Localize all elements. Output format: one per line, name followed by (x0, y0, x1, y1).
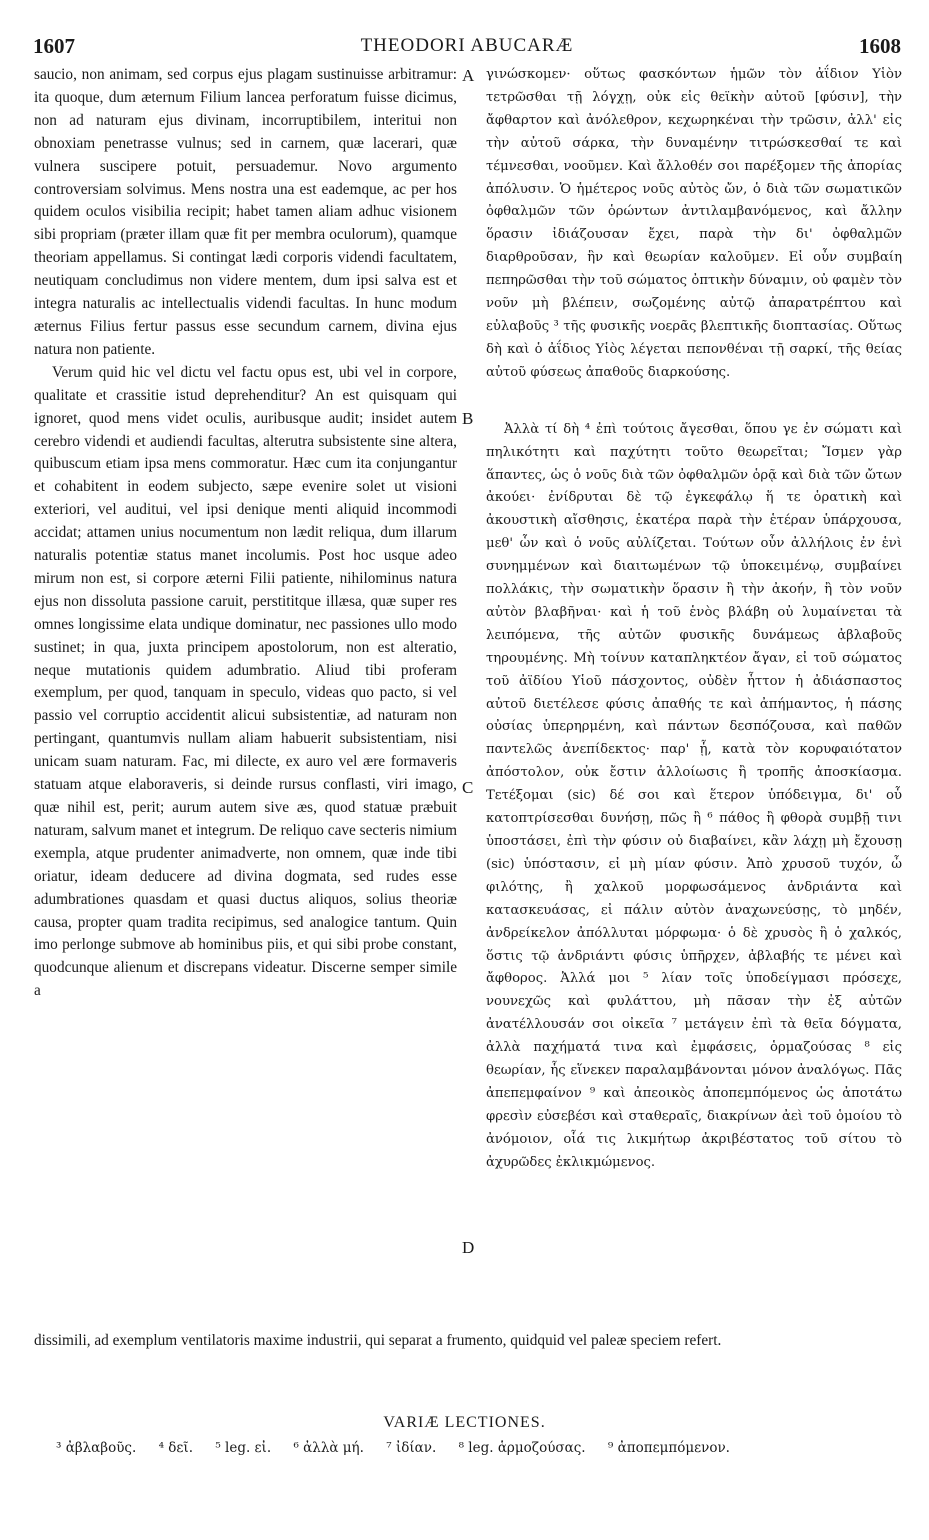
running-title: THEODORI ABUCARÆ (360, 35, 574, 56)
greek-paragraph-2: Ἀλλὰ τί δὴ ⁴ ἐπὶ τούτοις ἄγεσθαι, ὅπου γε ἐν σώματι καὶ πηλικότητι καὶ παχύτητι τοῦτο θεωρεῖται; Ἴσμεν γὰρ ἅπαντες, ὡς ὁ νοῦς διὰ τῶν ὀφθαλμῶν ὁρᾷ καὶ διὰ τῶν ὤτων ἀκούει· ἐνίδρυται δὲ τῷ ἐγκεφάλῳ ἥ τε ὁρατικὴ καὶ ἀκουστικὴ αἴσθησις, ἑκατέρα παρὰ τὴν ἑτέραν ὑπάρχουσα, μεθ' ὧν καὶ ὁ νοῦς αὐλίζεται. Τούτων οὖν ἀλλήλοις ἐν ἑνὶ συνημμένων καὶ διαιτωμένων τῷ ὑποκειμένῳ, συμβαίνει πολλάκις, τὴν σωματικὴν ὅρασιν ἢ τὴν ἀκοήν, ἢ τὸν νοῦν αὐτὸν βλαβῆναι· καὶ ἡ τοῦ ἑνὸς βλάβη οὐ λυμαίνεται τὰ λειπόμενα, τῆς αὐτῶν φυσικῆς δυνάμεως ἀβλαβοῦς τηρουμένης. Μὴ τοίνυν καταπληκτέον ἄγαν, εἰ τοῦ σώματος τοῦ ἀϊδίου Υἱοῦ πάσχοντος, οὐδὲν ἧττον ἡ ἀδιάσπαστος αὐτοῦ διετέλεσε φύσις ἀπαθής τε καὶ ἀπήμαντος, ἡ πάσης οὐσίας ὑπερηρμένη, καὶ πάντων δεσπόζουσα, καὶ παθῶν παντελῶς ἀνεπίδεκτος· παρ' ᾗ, κατὰ τὸν κορυφαιότατον ἀπόστολον, οὐκ ἔστιν ἀλλοίωσις ἢ τροπῆς ἀποσκίασμα. Τετέξομαι (sic) δέ σοι καὶ ἕτερον ὑπόδειγμα, δι' οὗ κατοπτρίσεσθαι δυνήσῃ, πῶς ἢ ⁶ πάθος ἢ φθορὰ συμβῇ τινι ὑποστάσει, ἐπὶ τὴν φύσιν οὐ διαβαίνει, κἂν λάχῃ μὴ ἔχουσῃ (sic) ὑπόστασιν, εἰ μὴ μίαν φύσιν. Ἀπὸ χρυσοῦ τυχόν, ὦ φιλότης, ἢ χαλκοῦ μορφωσάμενος ἀνδριάντα καὶ κατασκευάσας, εἰ πάλιν αὐτὸν ἀναχωνεύσῃς, τὸ μηδέν, ἀνδρείκελον ἀπόλλυται μόρφωμα· ὁ δὲ χρυσὸς ἢ ὁ χαλκός, ὅστις τῷ ἀνδριάντι φύσις ὑπῆρχεν, ἀβλαβής τε μένει καὶ ἄφθορος. Ἀλλά μοι ⁵ λίαν τοῖς ὑποδείγμασι πρόσεχε, νουνεχῶς καὶ φυλάττου, μὴ πᾶσαν τὴν ἐξ αὐτῶν ἀνατέλλουσάν σοι οἰκεῖα ⁷ μετάγειν ἐπὶ τὰ θεῖα δόγματα, ἀλλὰ παχήματά τινα καὶ ἐμφάσεις, ὁρμαζούσας ⁸ εἰς θεωρίαν, ἧς εἵνεκεν παραλαμβάνονται μόνον ἀναλόγως. Πᾶς ἀπεπεμφαίνον ⁹ καὶ ἀπεοικὸς ἀποπεμπόμενος ὡς ἀποτάτω φρεσὶν εὐσεβέσι καὶ σταθεραῖς, διακρίνων ἀεὶ τοῦ ὁμοίου τὸ ἀνόμοιον, οἷά τις λικμήτωρ ἀκριβέστατος τοῦ σίτου τὸ ἀχυρῶδες ἐκλικμώμενος. (486, 421, 902, 1170)
variae-lectiones-title: VARIÆ LECTIONES. (383, 1414, 546, 1431)
variant-reading: ⁷ ἰδίαν. (386, 1440, 437, 1456)
variant-reading: ⁶ ἀλλὰ μή. (293, 1440, 364, 1456)
variant-reading: ³ ἀβλαβοῦς. (56, 1440, 137, 1456)
page-header (33, 34, 901, 60)
page-number-right: 1608 (859, 34, 901, 58)
latin-column (34, 64, 457, 1003)
greek-paragraph-1: γινώσκομεν· οὕτως φασκόντων ἡμῶν τὸν ἀΐδιον Υἱὸν τετρῶσθαι τῇ λόγχῃ, οὐκ εἰς θεϊκὴν αὐτοῦ [φύσιν], τὴν ἄφθαρτον καὶ ἀνόλεθρον, κεχωρηκέναι τὴν τρῶσιν, ἀλλ' εἰς τὴν αὐτοῦ σάρκα, τὴν δυναμένην τιτρώσκεσθαί τε καὶ τέμνεσθαι, νοοῦμεν. Καὶ ἄλλοθέν σοι παρέξομεν τῆς ἀπορίας ἀπόλυσιν. Ὁ ἡμέτερος νοῦς αὐτὸς ὤν, ὁ διὰ τῶν σωματικῶν ὀφθαλμῶν τῶν ὁρώντων ἀντιλαμβανόμενος, καὶ ἄλλην ὅρασιν ἰδιάζουσαν ἔχει, παρὰ τὴν δι' ὀφθαλμῶν διαρθροῦσαν, ἣν καὶ θεωρίαν καλοῦμεν. Εἰ οὖν συμβαίη πεπηρῶσθαι τὴν τοῦ σώματος ὀπτικὴν δύναμιν, οὐ φαμὲν τὸν νοῦν μὴ βλέπειν, σωζομένης αὐτῷ ἀπαρατρέπτου καὶ εὐλαβοῦς ³ τῆς φυσικῆς νοερᾶς βλεπτικῆς διοπτασίας. Οὕτως δὴ καὶ ὁ ἀΐδιος Υἱὸς λέγεται πεπονθέναι τῇ σαρκί, τῆς θείας αὐτοῦ φύσεως ἀπαθοῦς διαρκούσης. (486, 67, 902, 380)
margin-letter-c: C (462, 778, 474, 797)
latin-paragraph-2: Verum quid hic vel dictu vel factu opus est, ubi vel in corpore, qualitate et crassitie istud deprehenditur? An est quisquam qui ignoret, quod mens videt oculis, auribusque audit; insidet autem cerebro videndi et audiendi facultas, alterutra subsistente sine altera, quibuscum etiam ipsa mens commoratur. Hæc cum ita conjungantur et cohabitent in eodem subjecto, sæpe evenire solet ut visioni exteriori, vel auditui, vel ipsi denique menti aliquid incommodi accidat; attamen unius nocumentum non lædit reliqua, dum illarum naturalis potentiæ status manet incolumis. Post hoc usque adeo mirum non est, si corpore æterni Filii patiente, nihilominus natura ejus non dissoluta passione caruit, perstititque illæsa, quæ super res omnes longissime elata undique dominatur, nec passiones ullo modo sustinet; in qua, juxta principem apostolorum, non est alteratio, neque mutationis quidem adumbratio. Aliud tibi proferam exemplum, per quod, tanquam in speculo, videas quo pacto, si vel passio vel corruptio accidentit alicui subsistentiæ, ad naturam non pertingant, quantumvis nullam aliam habuerit subsistentiam, nisi unicam suam naturam. Fac, mi dilecte, ex auro vel ære formaveris statuam atque elaboraveris, si deinde rursus conflasti, viri imago, quæ nihil est, perit; aurum autem sive æs, quod statuæ præbuit naturam, salvum manet et integrum. De reliquo cave secteris nimium exempla, atque prudenter animadverte, non omnem, quæ inde tibi oriatur, ideam deducere ad divina dogmata, sed rudes esse adumbrationes quasdam et quasi ductus aliquos, solius theoriæ causa, propter quam tradita recipimus, sed analogice tantum. Quin imo perlonge submove ab hominibus piis, et qui sibi probe constant, quodcunque alienum et discrepans videatur. Discerne semper simile a (34, 363, 457, 1000)
variant-reading: ⁹ ἀποπεμπόμενον. (607, 1440, 730, 1456)
greek-paragraph-gap (486, 385, 902, 419)
greek-column (486, 64, 902, 1175)
margin-letter-d: D (462, 1238, 475, 1257)
variant-reading: ⁸ leg. ἁρμοζούσας. (458, 1440, 586, 1456)
variae-lectiones-list (56, 1440, 906, 1456)
latin-paragraph-1: saucio, non animam, sed corpus ejus plagam sustinuisse arbitramur: ita quoque, dum æternum Filium lancea perforatum fuisse dicimus, non ad naturam ejus divinam, incorruptibilem, interitui non obnoxiam penetrasse vulnus; sed in carnem, quæ lacerari, quæ vulnera suscipere potuit, persuademur. Novo argumento controversiam solvimus. Mens nostra una est eademque, ac per hos quidem oculos visibilia recipit; habet tamen aliam adhuc visionem sibi propriam (præter illam quæ fit per membra oculorum), quamque theoriam appellamus. Si contingat lædi corporis videndi facultatem, neutiquam concludimus non videre mentem, dum ipsi salva est et integra naturalis ac intellectualis videndi facultas. In hunc modum æternus Filius fertur passus esse secundum carnem, divina ejus natura non patiente. (34, 66, 457, 358)
margin-letter-a: A (462, 66, 475, 85)
variant-reading: ⁵ leg. εἰ. (215, 1440, 272, 1456)
latin-continuation: dissimili, ad exemplum ventilatoris maxime industrii, qui separat a frumento, quidquid vel paleæ speciem refert. (34, 1332, 722, 1349)
variant-reading: ⁴ δεῖ. (158, 1440, 194, 1456)
margin-letter-b: B (462, 409, 474, 428)
page-number-left: 1607 (33, 34, 75, 58)
